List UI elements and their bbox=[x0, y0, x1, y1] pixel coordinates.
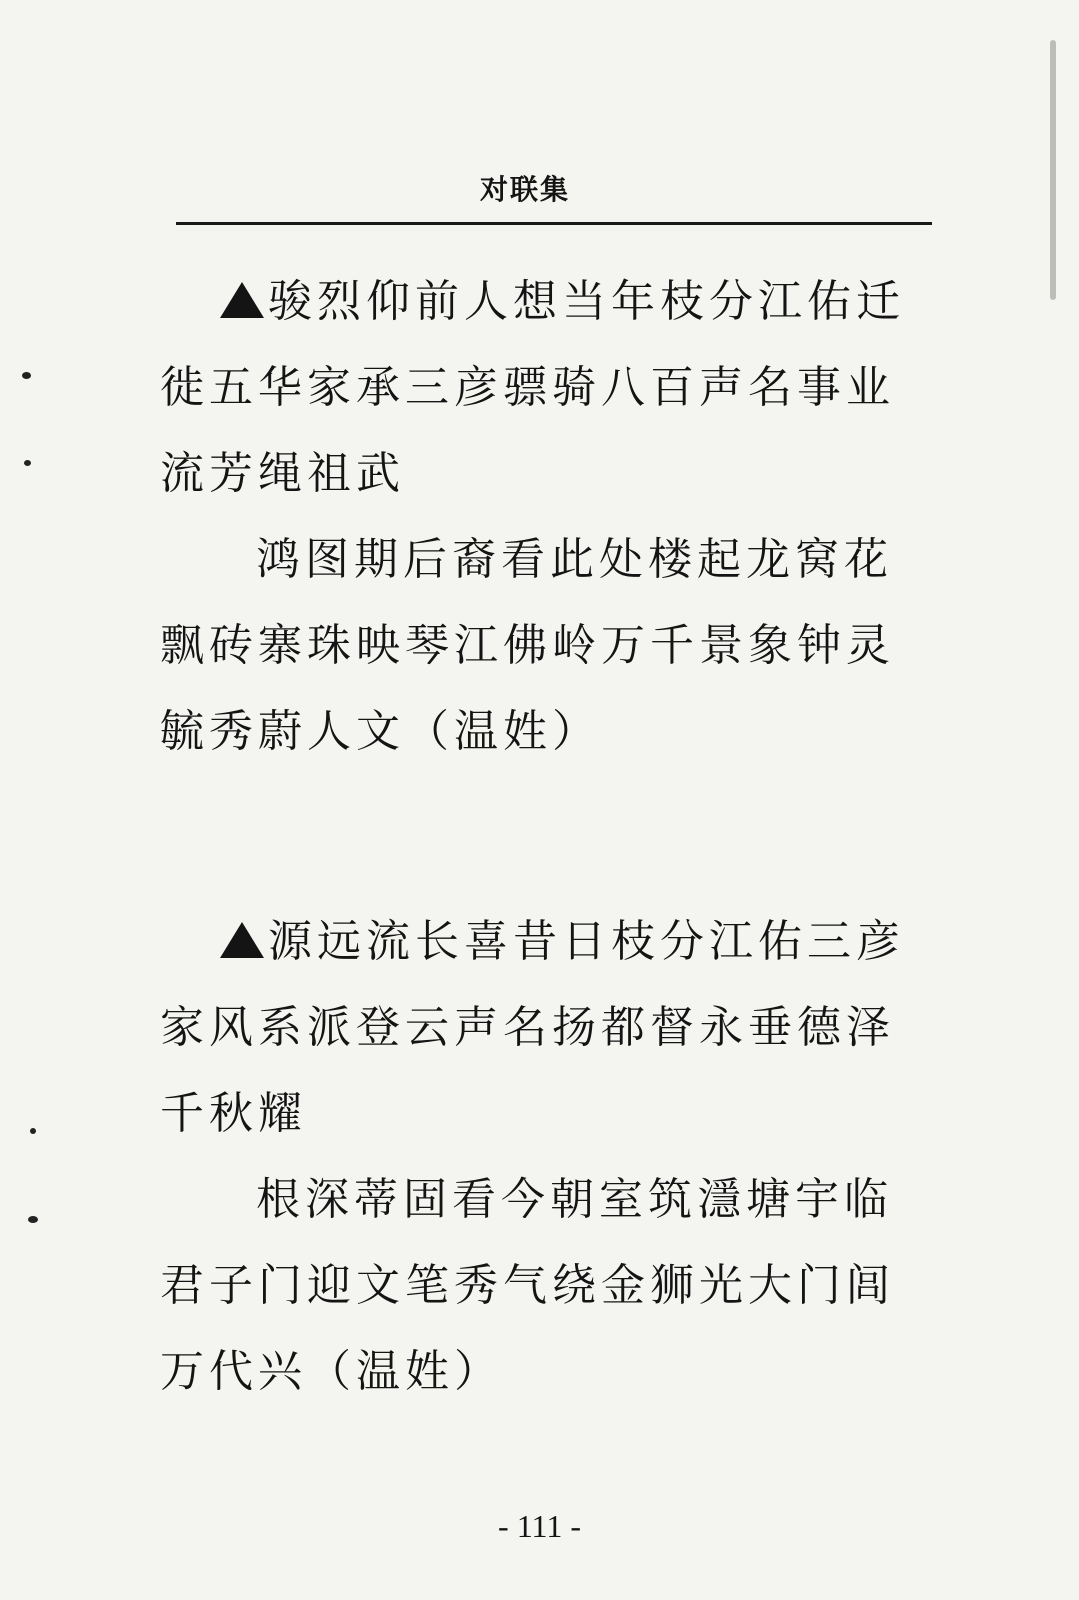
couplet-lower-line-1: 鸿图期后裔看此处楼起龙窝花 bbox=[256, 534, 893, 585]
couplet-entry bbox=[160, 916, 940, 1436]
couplet-lower-line-3: 毓秀蔚人文（温姓） bbox=[160, 706, 601, 757]
running-head-title: 对联集 bbox=[480, 173, 571, 206]
couplet-upper-line-3: 流芳绳祖武 bbox=[160, 448, 405, 499]
couplet-lower-line-2: 飘砖寨珠映琴江佛岭万千景象钟灵 bbox=[160, 620, 895, 671]
page-edge-shadow bbox=[1050, 40, 1056, 300]
couplet-lower-line-3: 万代兴（温姓） bbox=[160, 1346, 503, 1397]
scan-speck bbox=[28, 1216, 38, 1223]
couplet-entry bbox=[160, 276, 940, 796]
couplet-lower-line-1: 根深蒂固看今朝室筑濦塘宇临 bbox=[256, 1174, 893, 1225]
header-rule bbox=[176, 222, 932, 225]
couplet-upper-line-1: 源远流长喜昔日枝分江佑三彦 bbox=[160, 920, 940, 964]
couplet-upper-line-1: 骏烈仰前人想当年枝分江佑迁 bbox=[160, 280, 940, 324]
couplet-lower-line-2: 君子门迎文笔秀气绕金狮光大门闾 bbox=[160, 1260, 895, 1311]
couplet-upper-line-3: 千秋耀 bbox=[160, 1088, 307, 1139]
couplet-upper-line-2: 家风系派登云声名扬都督永垂德泽 bbox=[160, 1002, 895, 1053]
couplet-upper-line-2: 徙五华家承三彦骠骑八百声名事业 bbox=[160, 362, 895, 413]
triangle-bullet-icon bbox=[220, 922, 264, 958]
scan-speck bbox=[30, 1128, 36, 1134]
page-number: - 111 - bbox=[498, 1508, 581, 1544]
scan-speck bbox=[22, 372, 31, 379]
triangle-bullet-icon bbox=[220, 282, 264, 318]
scan-speck bbox=[24, 460, 31, 466]
